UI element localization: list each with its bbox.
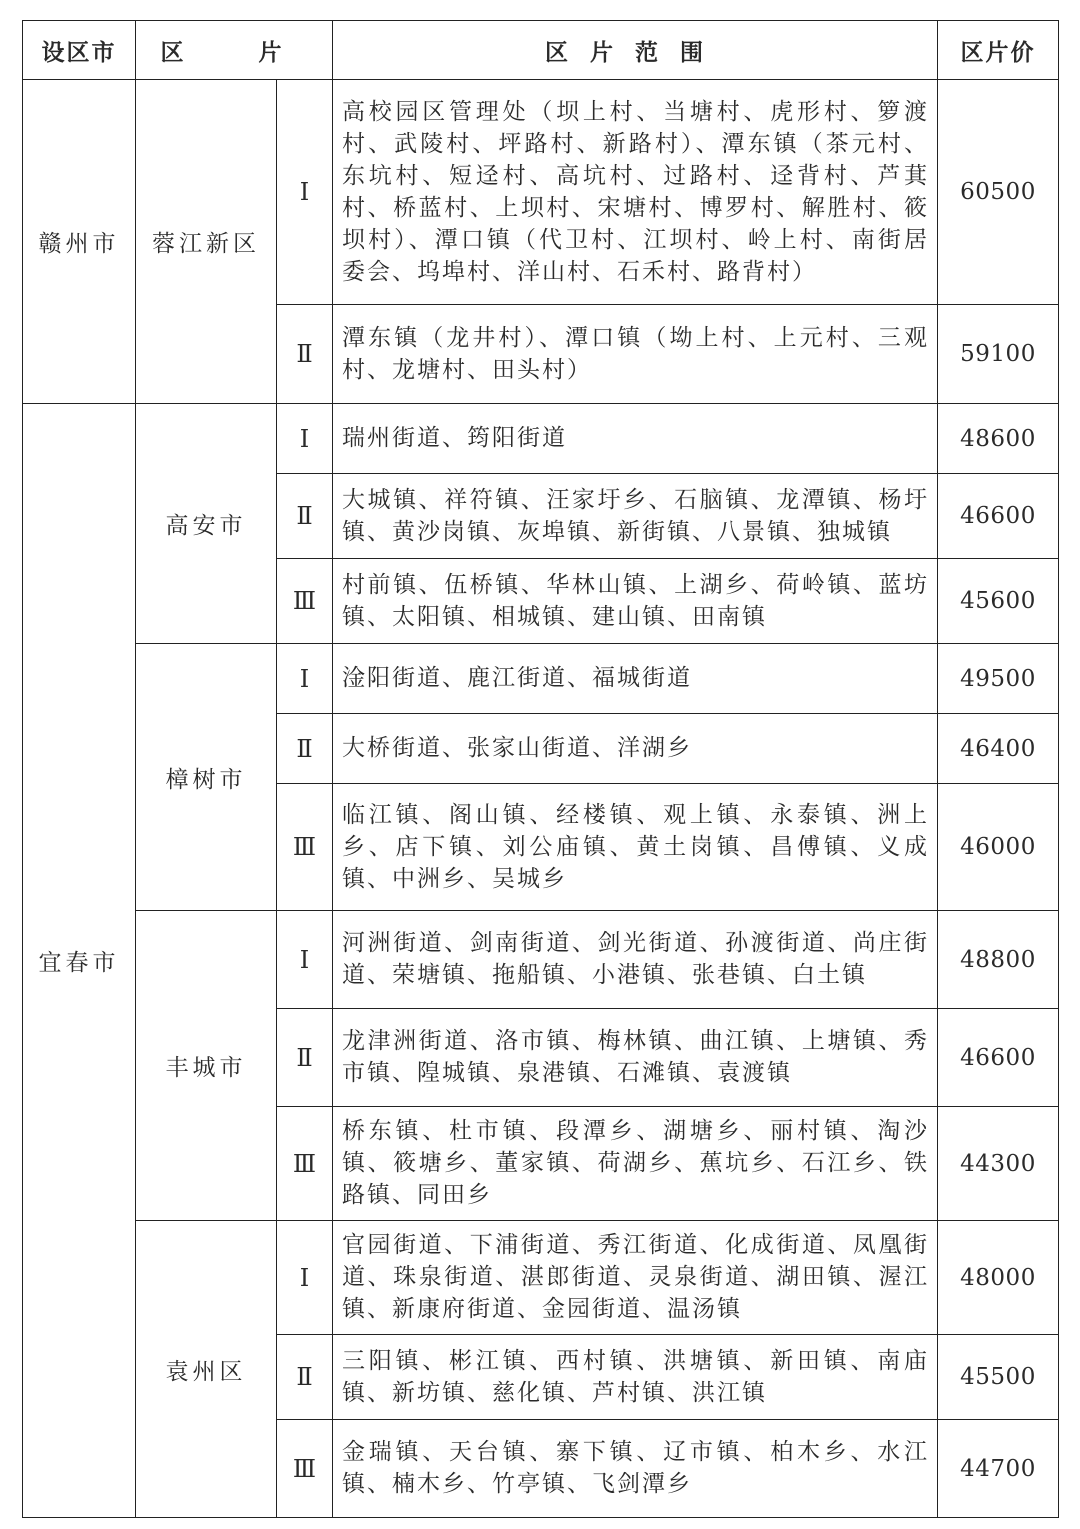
range-cell: 大桥街道、张家山街道、洋湖乡 xyxy=(333,714,938,784)
range-cell: 大城镇、祥符镇、汪家圩乡、石脑镇、龙潭镇、杨圩镇、黄沙岗镇、灰埠镇、新街镇、八景镇、独城镇 xyxy=(333,474,938,559)
header-city: 设区市 xyxy=(23,21,136,80)
price-cell: 46600 xyxy=(938,1009,1059,1107)
district-cell: 樟树市 xyxy=(136,644,277,911)
district-cell: 高安市 xyxy=(136,404,277,644)
range-cell: 潭东镇（龙井村）、潭口镇（坳上村、上元村、三观村、龙塘村、田头村） xyxy=(333,305,938,404)
range-cell: 桥东镇、杜市镇、段潭乡、湖塘乡、丽村镇、淘沙镇、筱塘乡、董家镇、荷湖乡、蕉坑乡、石江乡、铁路镇、同田乡 xyxy=(333,1107,938,1221)
tier-cell: Ⅰ xyxy=(277,644,333,714)
header-range: 区片范围 xyxy=(333,21,938,80)
district-cell: 丰城市 xyxy=(136,911,277,1221)
tier-cell: Ⅱ xyxy=(277,714,333,784)
tier-cell: Ⅲ xyxy=(277,1107,333,1221)
range-cell: 临江镇、阁山镇、经楼镇、观上镇、永泰镇、洲上乡、店下镇、刘公庙镇、黄土岗镇、昌傅镇、义成镇、中洲乡、吴城乡 xyxy=(333,784,938,911)
range-cell: 高校园区管理处（坝上村、当塘村、虎形村、箩渡村、武陵村、坪路村、新路村）、潭东镇（茶元村、东坑村、短迳村、高坑村、过路村、迳背村、芦萁村、桥蓝村、上坝村、宋塘村、博罗村、解胜村、筱坝村）、潭口镇（代卫村、江坝村、岭上村、南街居委会、坞埠村、洋山村、石禾村、路背村） xyxy=(333,80,938,305)
tier-cell: Ⅱ xyxy=(277,1335,333,1420)
range-cell: 河洲街道、剑南街道、剑光街道、孙渡街道、尚庄街道、荣塘镇、拖船镇、小港镇、张巷镇、白土镇 xyxy=(333,911,938,1009)
range-cell: 三阳镇、彬江镇、西村镇、洪塘镇、新田镇、南庙镇、新坊镇、慈化镇、芦村镇、洪江镇 xyxy=(333,1335,938,1420)
district-cell: 蓉江新区 xyxy=(136,80,277,404)
range-cell: 龙津洲街道、洛市镇、梅林镇、曲江镇、上塘镇、秀市镇、隍城镇、泉港镇、石滩镇、袁渡镇 xyxy=(333,1009,938,1107)
range-cell: 村前镇、伍桥镇、华林山镇、上湖乡、荷岭镇、蓝坊镇、太阳镇、相城镇、建山镇、田南镇 xyxy=(333,559,938,644)
price-cell: 45600 xyxy=(938,559,1059,644)
tier-cell: Ⅱ xyxy=(277,1009,333,1107)
range-cell: 金瑞镇、天台镇、寨下镇、辽市镇、柏木乡、水江镇、楠木乡、竹亭镇、飞剑潭乡 xyxy=(333,1420,938,1518)
price-cell: 45500 xyxy=(938,1335,1059,1420)
tier-cell: Ⅲ xyxy=(277,559,333,644)
city-cell: 宜春市 xyxy=(23,404,136,1518)
price-cell: 44700 xyxy=(938,1420,1059,1518)
tier-cell: Ⅱ xyxy=(277,474,333,559)
price-cell: 46600 xyxy=(938,474,1059,559)
table-row xyxy=(23,644,1059,714)
price-cell: 59100 xyxy=(938,305,1059,404)
range-cell: 瑞州街道、筠阳街道 xyxy=(333,404,938,474)
table-row xyxy=(23,911,1059,1009)
tier-cell: Ⅰ xyxy=(277,404,333,474)
range-cell: 官园街道、下浦街道、秀江街道、化成街道、凤凰街道、珠泉街道、湛郎街道、灵泉街道、湖田镇、渥江镇、新康府街道、金园街道、温汤镇 xyxy=(333,1221,938,1335)
price-cell: 46400 xyxy=(938,714,1059,784)
district-cell: 袁州区 xyxy=(136,1221,277,1518)
tier-cell: Ⅰ xyxy=(277,911,333,1009)
price-cell: 46000 xyxy=(938,784,1059,911)
price-cell: 48800 xyxy=(938,911,1059,1009)
price-cell: 48600 xyxy=(938,404,1059,474)
range-cell: 淦阳街道、鹿江街道、福城街道 xyxy=(333,644,938,714)
tier-cell: Ⅰ xyxy=(277,1221,333,1335)
table-row xyxy=(23,404,1059,474)
header-district: 区 片 xyxy=(136,21,333,80)
price-cell: 48000 xyxy=(938,1221,1059,1335)
price-cell: 49500 xyxy=(938,644,1059,714)
header-price: 区片价 xyxy=(938,21,1059,80)
tier-cell: Ⅰ xyxy=(277,80,333,305)
header-row xyxy=(23,21,1059,80)
tier-cell: Ⅱ xyxy=(277,305,333,404)
price-cell: 60500 xyxy=(938,80,1059,305)
land-price-table xyxy=(22,20,1059,1518)
city-cell: 赣州市 xyxy=(23,80,136,404)
table-row xyxy=(23,80,1059,305)
tier-cell: Ⅲ xyxy=(277,1420,333,1518)
table-row xyxy=(23,1221,1059,1335)
price-cell: 44300 xyxy=(938,1107,1059,1221)
tier-cell: Ⅲ xyxy=(277,784,333,911)
